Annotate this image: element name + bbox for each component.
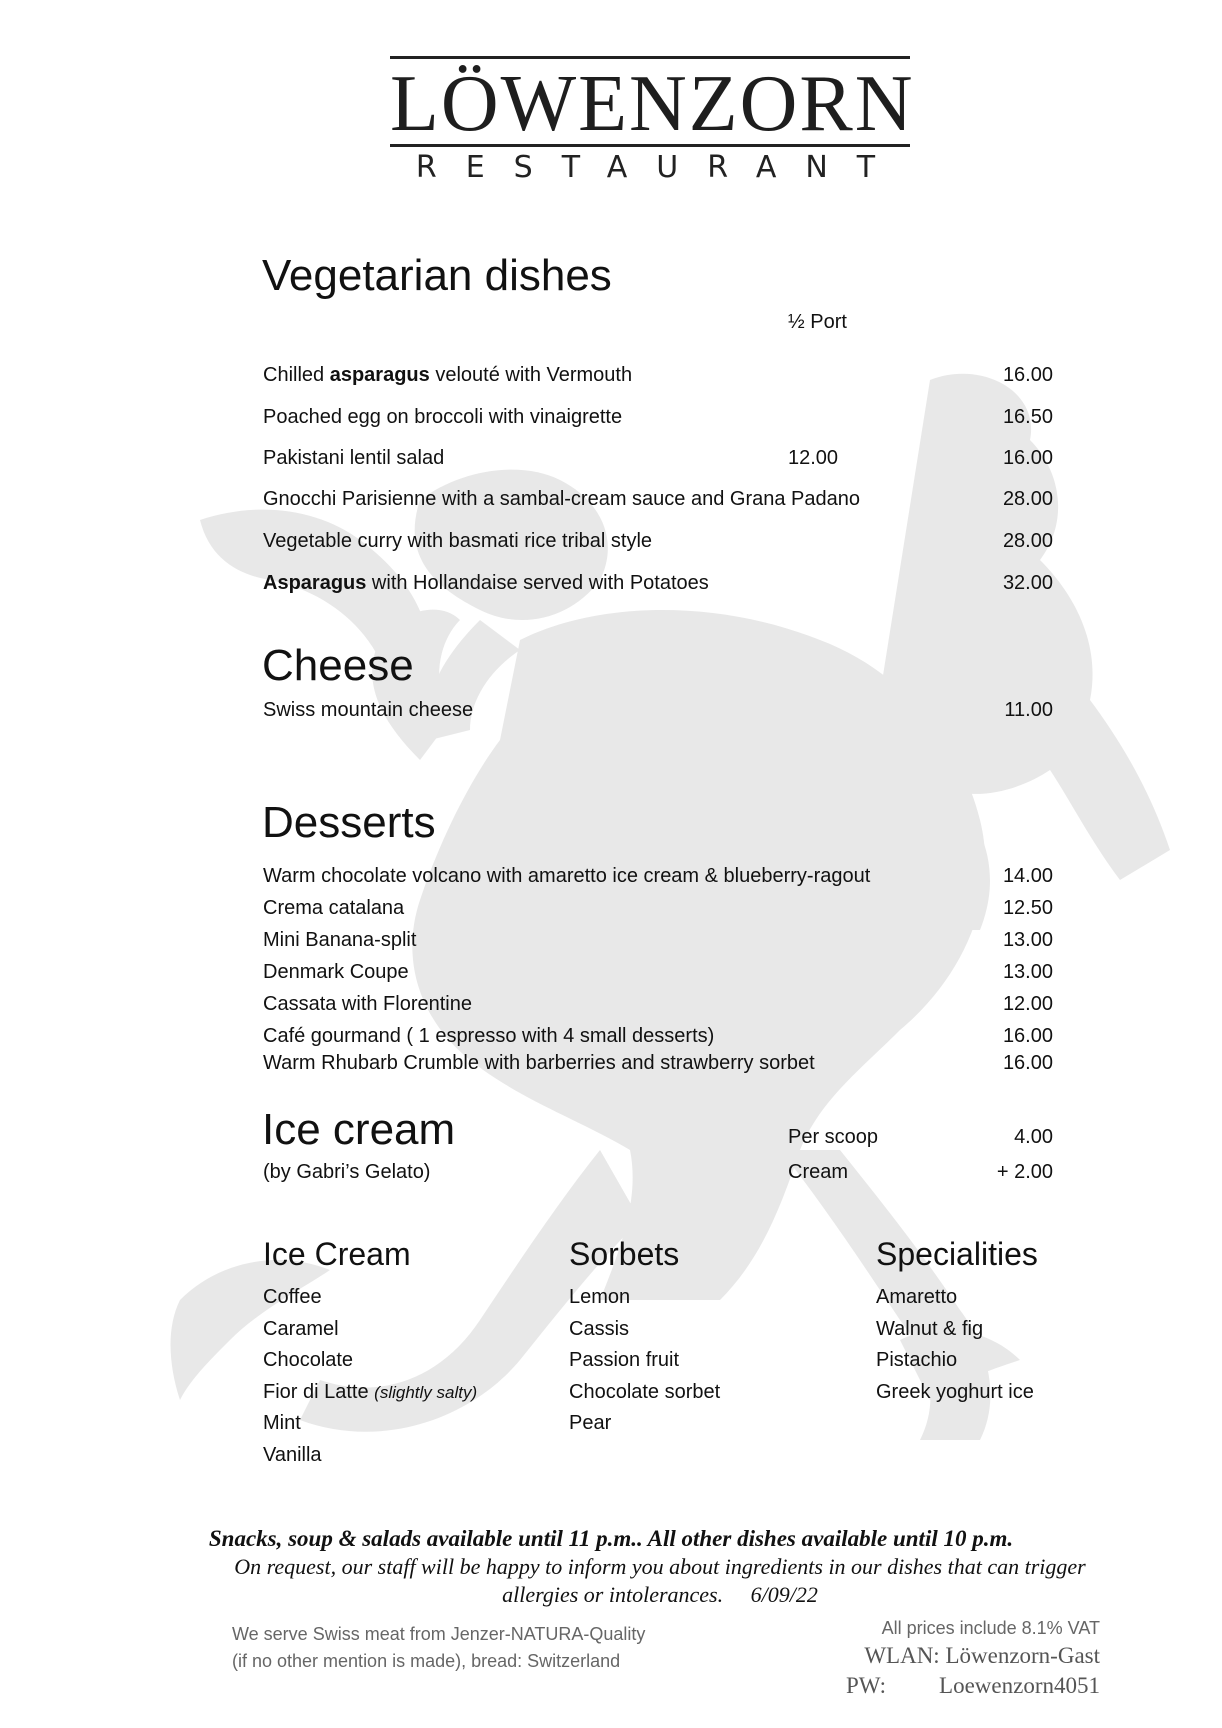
column-title-ice-cream: Ice Cream	[263, 1236, 411, 1272]
list-item: Fior di Latte (slightly salty)	[263, 1380, 478, 1403]
list-item: Caramel	[263, 1317, 339, 1340]
item-desc: Pakistani lentil salad	[263, 447, 445, 469]
menu-row	[263, 958, 1053, 986]
item-desc: Gnocchi Parisienne with a sambal-cream sauce and Grana Padano	[263, 488, 860, 510]
column-title-specialities: Specialities	[876, 1236, 1038, 1272]
list-item: Amaretto	[876, 1286, 958, 1308]
wlan-password-value: Loewenzorn4051	[939, 1673, 1100, 1698]
menu-row	[263, 569, 1053, 597]
item-price: 16.00	[1002, 364, 1053, 386]
list-item: Coffee	[263, 1286, 322, 1308]
per-scoop-label: Per scoop	[788, 1126, 879, 1148]
list-item: Passion fruit	[569, 1349, 680, 1371]
item-desc: Vegetable curry with basmati rice tribal style	[263, 530, 653, 552]
menu-row	[263, 862, 1053, 890]
column-title-sorbets: Sorbets	[569, 1236, 680, 1272]
ice-cream-flavour-list	[263, 1282, 477, 1471]
item-desc: Swiss mountain cheese	[263, 699, 474, 721]
wlan-name: WLAN: Löwenzorn-Gast	[864, 1643, 1100, 1668]
menu-date: 6/09/22	[750, 1582, 818, 1607]
list-item: Pistachio	[876, 1349, 958, 1371]
vat-note: All prices include 8.1% VAT	[881, 1618, 1100, 1638]
meat-origin-line-1: We serve Swiss meat from Jenzer-NATURA-Quality	[232, 1624, 646, 1644]
item-desc: Mini Banana-split	[263, 929, 417, 951]
item-price: 16.50	[1002, 406, 1053, 428]
item-desc: Warm Rhubarb Crumble with barberries and strawberry sorbet	[263, 1052, 815, 1074]
item-price: 16.00	[1002, 447, 1053, 469]
list-item: Cassis	[569, 1317, 630, 1340]
menu-row	[263, 485, 1053, 513]
item-price: 28.00	[1002, 530, 1053, 552]
item-price: 16.00	[1002, 1025, 1053, 1047]
section-title-ice-cream: Ice cream	[262, 1105, 456, 1154]
list-item: Chocolate	[263, 1349, 354, 1371]
item-price: 32.00	[1002, 572, 1053, 594]
item-price: 12.50	[1002, 897, 1053, 919]
section-title-vegetarian: Vegetarian dishes	[262, 251, 612, 300]
item-half-price: 12.00	[788, 447, 839, 469]
item-desc: Chilled asparagus velouté with Vermouth	[263, 364, 633, 386]
menu-row	[263, 894, 1053, 922]
list-item: Pear	[569, 1412, 612, 1434]
item-desc: Warm chocolate volcano with amaretto ice cream & blueberry-ragout	[263, 865, 871, 887]
list-item: Walnut & fig	[876, 1317, 984, 1340]
opening-hours-note: Snacks, soup & salads available until 11 p.m.. All other dishes available until 10 p.m.	[208, 1526, 1014, 1551]
item-price: 28.00	[1002, 488, 1053, 510]
allergy-line-1: On request, our staff will be happy to inform you about ingredients in our dishes that can trigger	[234, 1554, 1086, 1579]
allergy-line-2: allergies or intolerances. 6/09/22	[502, 1582, 818, 1607]
meat-origin-line-2: (if no other mention is made), bread: Switzerland	[232, 1651, 621, 1671]
wlan-password-label: PW:	[846, 1673, 887, 1698]
item-desc: Asparagus with Hollandaise served with Potatoes	[263, 572, 709, 594]
section-title-cheese: Cheese	[262, 641, 414, 690]
speciality-flavour-list	[876, 1282, 1034, 1408]
menu-row	[263, 696, 1053, 724]
sorbet-flavour-list	[569, 1282, 720, 1440]
half-port-label: ½ Port	[788, 311, 847, 333]
menu-row	[263, 361, 1053, 389]
restaurant-logo	[390, 48, 915, 188]
menu-row	[263, 926, 1053, 954]
list-item: Lemon	[569, 1286, 631, 1308]
menu-row	[263, 527, 1053, 555]
item-price: 12.00	[1002, 993, 1053, 1015]
menu-row	[263, 403, 1053, 431]
item-price: 14.00	[1002, 865, 1053, 887]
list-item: Vanilla	[263, 1443, 322, 1466]
per-scoop-price: 4.00	[1014, 1126, 1053, 1148]
brand-name: LÖWENZORN	[390, 60, 915, 148]
item-desc: Crema catalana	[263, 897, 405, 919]
cream-price: + 2.00	[996, 1161, 1053, 1183]
item-desc: Denmark Coupe	[263, 961, 409, 983]
item-price: 13.00	[1002, 929, 1053, 951]
allergy-note	[180, 1553, 1140, 1609]
section-title-desserts: Desserts	[262, 798, 436, 847]
item-price: 13.00	[1002, 961, 1053, 983]
item-price: 11.00	[1004, 699, 1053, 721]
ice-cream-supplier: (by Gabri’s Gelato)	[263, 1161, 431, 1183]
brand-sub: RESTAURANT	[415, 150, 905, 185]
item-desc: Poached egg on broccoli with vinaigrette	[263, 406, 623, 428]
list-item: Mint	[263, 1412, 301, 1434]
cream-label: Cream	[788, 1161, 849, 1183]
menu-row	[263, 990, 1053, 1018]
list-item: Chocolate sorbet	[569, 1380, 721, 1403]
flavour-note: (slightly salty)	[374, 1382, 478, 1402]
menu-row	[263, 1049, 1053, 1077]
item-desc: Café gourmand ( 1 espresso with 4 small desserts)	[263, 1025, 715, 1047]
list-item: Greek yoghurt ice	[876, 1380, 1034, 1403]
item-desc: Cassata with Florentine	[263, 993, 472, 1015]
menu-row	[263, 444, 1053, 472]
menu-row	[263, 1022, 1053, 1050]
item-price: 16.00	[1002, 1052, 1053, 1074]
